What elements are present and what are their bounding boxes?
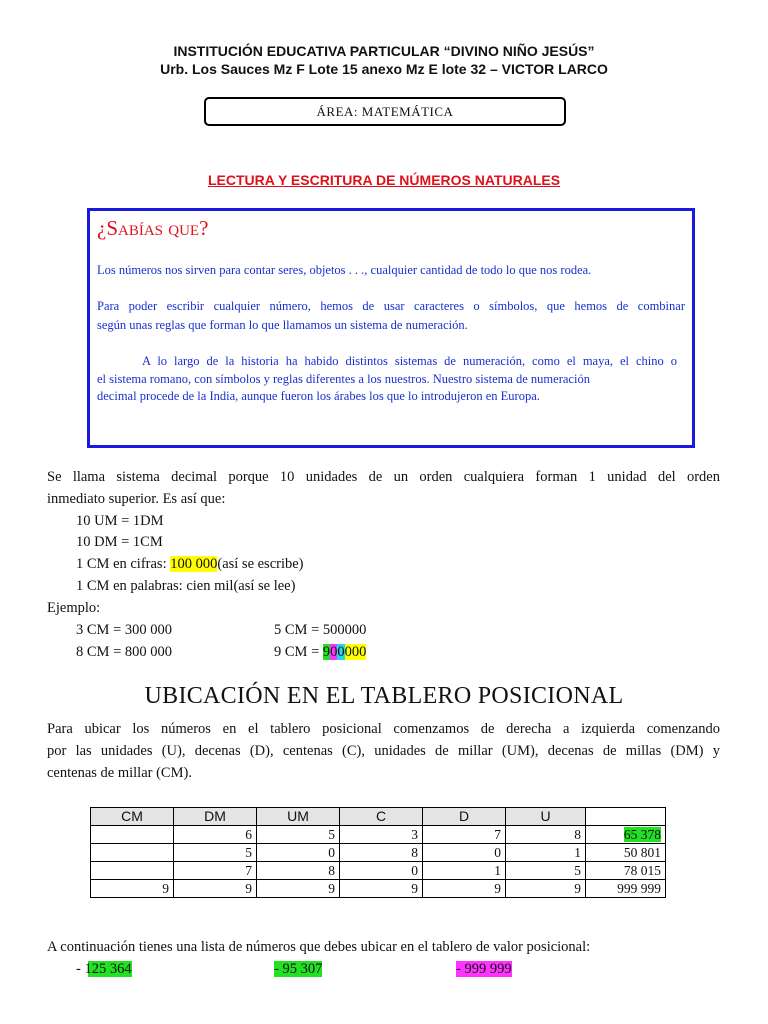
info-p1: Los números nos sirven para contar seres, objetos . . ., cualquier cantidad de todo lo que nos rodea. bbox=[97, 263, 592, 277]
table-row bbox=[91, 880, 666, 898]
exercise-item: - 999 999 bbox=[456, 961, 512, 977]
equivalence-um-dm: 10 UM = 1DM bbox=[76, 513, 164, 529]
table-cell: 7 bbox=[174, 862, 257, 880]
exercise-item: - 125 364 bbox=[76, 961, 132, 977]
table-cell-number: 65 378 bbox=[586, 826, 666, 844]
table-cell: 1 bbox=[506, 844, 586, 862]
table-cell: 8 bbox=[506, 826, 586, 844]
decimal-intro-line2: inmediato superior. Es así que: bbox=[47, 491, 226, 507]
table-cell-number: 78 015 bbox=[586, 862, 666, 880]
example-8cm: 8 CM = 800 000 bbox=[76, 644, 172, 660]
table-cell: 9 bbox=[423, 880, 506, 898]
table-cell: 9 bbox=[340, 880, 423, 898]
school-name: INSTITUCIÓN EDUCATIVA PARTICULAR “DIVINO NIÑO JESÚS” bbox=[173, 43, 595, 59]
table-cell: 9 bbox=[174, 880, 257, 898]
col-header bbox=[586, 808, 666, 826]
info-box-title: ¿Sabías que? bbox=[97, 216, 209, 240]
exercise-intro: A continuación tienes una lista de números que debes ubicar en el tablero de valor posicional: bbox=[47, 939, 591, 955]
col-header: C bbox=[340, 808, 423, 826]
col-header: CM bbox=[91, 808, 174, 826]
table-cell: 1 bbox=[423, 862, 506, 880]
table-cell: 5 bbox=[506, 862, 586, 880]
col-header: D bbox=[423, 808, 506, 826]
example-5cm: 5 CM = 500000 bbox=[274, 622, 367, 638]
area-box: ÁREA: MATEMÁTICA bbox=[204, 97, 566, 126]
place-value-table bbox=[90, 807, 666, 898]
example-label: Ejemplo: bbox=[47, 600, 101, 616]
info-p2-line1: Para poder escribir cualquier número, hemos de usar caracteres o símbolos, que hemos de combinar bbox=[97, 299, 685, 313]
table-row bbox=[91, 826, 666, 844]
table-cell: 0 bbox=[257, 844, 340, 862]
highlight-100000: 100 000 bbox=[170, 556, 218, 572]
col-header: UM bbox=[257, 808, 340, 826]
table-header-row bbox=[91, 808, 666, 826]
table-cell: 0 bbox=[340, 862, 423, 880]
table-row bbox=[91, 844, 666, 862]
example-9cm: 9 CM = 900000 bbox=[274, 644, 367, 660]
info-p3-line2: el sistema romano, con símbolos y reglas diferentes a los nuestros. Nuestro sistema de numeración bbox=[97, 372, 590, 386]
table-cell: 9 bbox=[257, 880, 340, 898]
info-p2-line2: según unas reglas que forman lo que llamamos un sistema de numeración. bbox=[97, 318, 468, 332]
lesson-title: LECTURA Y ESCRITURA DE NÚMEROS NATURALES bbox=[207, 172, 561, 188]
tablero-para-line3: centenas de millar (CM). bbox=[47, 765, 192, 781]
tablero-para-line2: por las unidades (U), decenas (D), centenas (C), unidades de millar (UM), decenas de millas (DM) y bbox=[47, 743, 720, 759]
table-cell: 9 bbox=[506, 880, 586, 898]
section-heading: UBICACIÓN EN EL TABLERO POSICIONAL bbox=[144, 683, 624, 709]
table-cell-number: 999 999 bbox=[586, 880, 666, 898]
table-cell: 7 bbox=[423, 826, 506, 844]
digit-um: 0 bbox=[337, 644, 345, 660]
table-cell: 8 bbox=[257, 862, 340, 880]
digit-cm: 9 bbox=[322, 644, 331, 660]
table-cell bbox=[91, 826, 174, 844]
cm-in-digits: 1 CM en cifras: 100 000(así se escribe) bbox=[76, 556, 304, 572]
table-cell: 5 bbox=[257, 826, 340, 844]
digits-rest: 000 bbox=[344, 644, 367, 660]
table-cell: 0 bbox=[423, 844, 506, 862]
school-address: Urb. Los Sauces Mz F Lote 15 anexo Mz E lote 32 – VICTOR LARCO bbox=[160, 61, 608, 77]
table-cell: 8 bbox=[340, 844, 423, 862]
table-cell: 9 bbox=[91, 880, 174, 898]
exercise-item: - 95 307 bbox=[274, 961, 323, 977]
col-header: DM bbox=[174, 808, 257, 826]
table-cell: 3 bbox=[340, 826, 423, 844]
table-cell bbox=[91, 844, 174, 862]
example-3cm: 3 CM = 300 000 bbox=[76, 622, 172, 638]
info-p3-line1: A lo largo de la historia ha habido distintos sistemas de numeración, como el maya, el chino o bbox=[142, 354, 677, 368]
decimal-intro-line1: Se llama sistema decimal porque 10 unidades de un orden cualquiera forman 1 unidad del orden bbox=[47, 469, 720, 485]
equivalence-dm-cm: 10 DM = 1CM bbox=[76, 534, 163, 550]
table-cell bbox=[91, 862, 174, 880]
col-header: U bbox=[506, 808, 586, 826]
table-cell-number: 50 801 bbox=[586, 844, 666, 862]
digit-dm: 0 bbox=[330, 644, 338, 660]
tablero-para-line1: Para ubicar los números en el tablero posicional comenzamos de derecha a izquierda comenzando bbox=[47, 721, 720, 737]
cm-in-words: 1 CM en palabras: cien mil(así se lee) bbox=[76, 578, 296, 594]
table-row bbox=[91, 862, 666, 880]
table-cell: 5 bbox=[174, 844, 257, 862]
info-p3-line3: decimal procede de la India, aunque fueron los árabes los que lo introdujeron en Europa. bbox=[97, 389, 540, 403]
table-cell: 6 bbox=[174, 826, 257, 844]
